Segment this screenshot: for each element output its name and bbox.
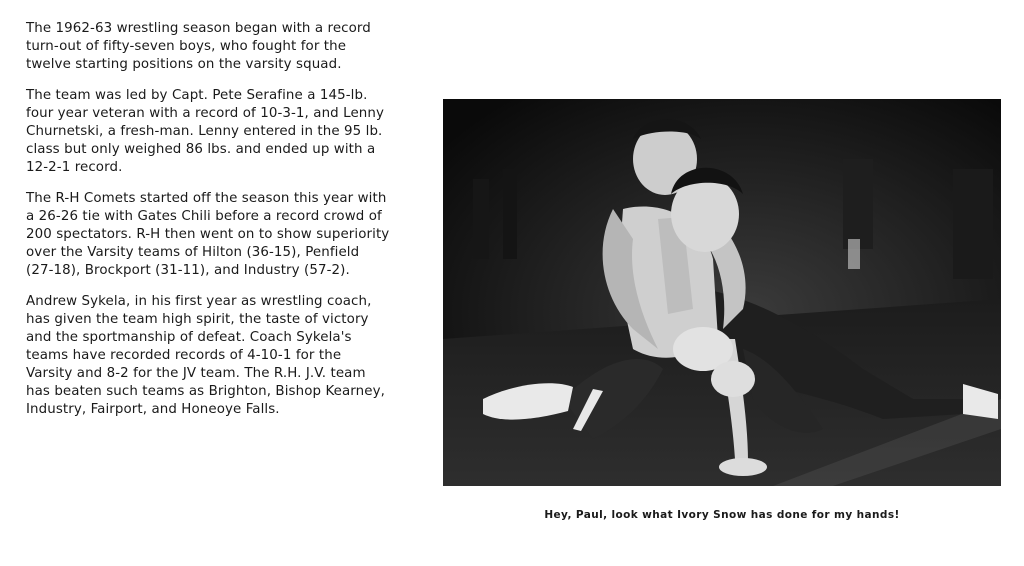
paragraph-season-intro: The 1962-63 wrestling season began with a record turn-out of fifty-seven boys, who fought for the twelve starting positions on the varsity squad. (26, 21, 371, 72)
photo-caption: Hey, Paul, look what Ivory Snow has done for my hands! (544, 509, 900, 521)
paragraph-season-results: The R-H Comets started off the season this year with a 26-26 tie with Gates Chili before a record crowd of 200 spectators. R-H then went on to show superiority over the Varsity teams of Hilton (36-15), Penfield (27-18), Brockport (31-11), and Industry (57-2). (26, 191, 390, 278)
paragraph-team-leaders: The team was led by Capt. Pete Serafine a 145-lb. four year veteran with a record of 10-3-1, and Lenny Churnetski, a fresh-man. Lenny entered in the 95 lb. class but only weighed 86 lbs. and ended up with a 12-2-1 record. (26, 88, 384, 175)
wrestling-photo (443, 99, 1001, 486)
paragraph-coach: Andrew Sykela, in his first year as wrestling coach, has given the team high spirit, the taste of victory and the sportmanship of defeat. Coach Sykela's teams have recorded records of 4-10-1 for the Varsity and 8-2 for the JV team. The R.H. J.V. team has beaten such teams as Brighton, Bishop Kearney, Industry, Fairport, and Honeoye Falls. (26, 294, 385, 417)
article-text (26, 20, 390, 432)
